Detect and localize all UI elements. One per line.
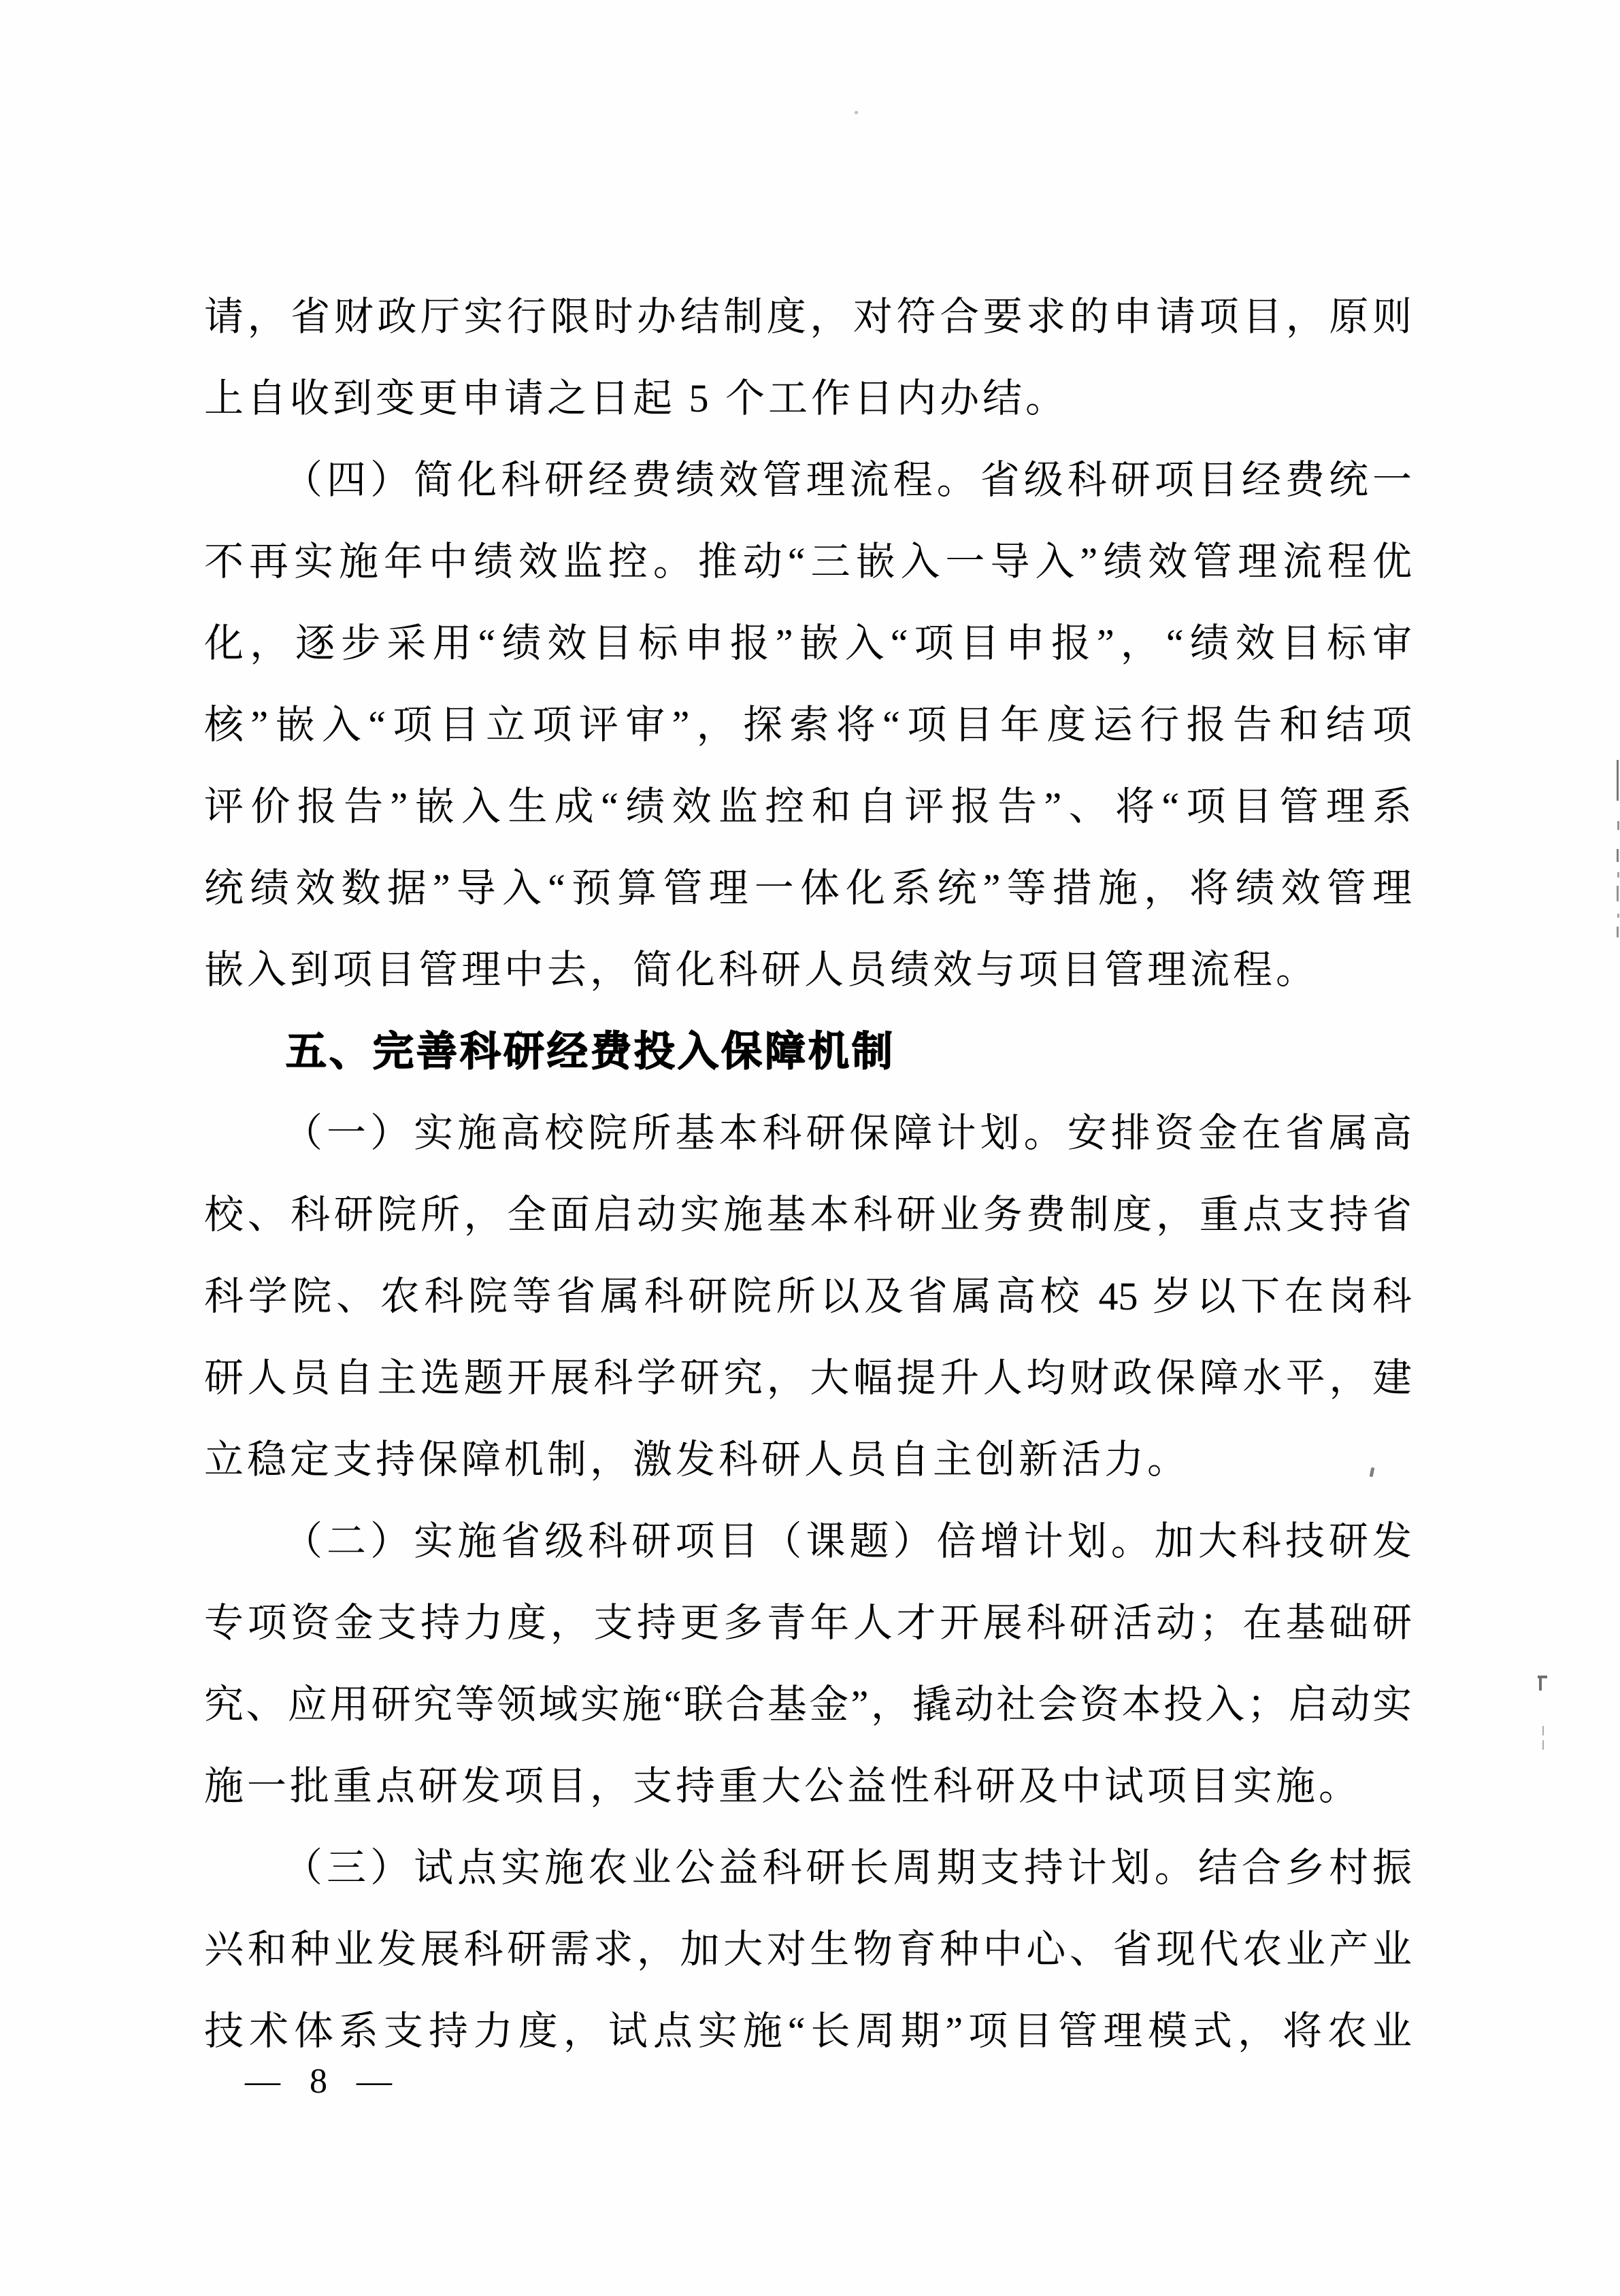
text-line: 究、应用研究等领域实施“联合基金”，撬动社会资本投入；启动实 [204,1682,1412,1727]
text-line: 施一批重点研发项目，支持重大公益性科研及中试项目实施。 [204,1764,1362,1808]
scan-artifact [1617,849,1619,862]
text-line: （三）试点实施农业公益科研长周期支持计划。结合乡村振 [283,1846,1412,1890]
text-line: 校、科研院所，全面启动实施基本科研业务费制度，重点支持省 [204,1193,1412,1237]
page-number: — 8 — [245,2062,392,2101]
text-line: 立稳定支持保障机制，激发科研人员自主创新活力。 [204,1437,1191,1482]
scan-artifact [855,111,858,114]
scan-artifact [1542,1726,1544,1735]
section-heading: 五、完善科研经费投入保障机制 [286,1029,895,1074]
text-line: 化，逐步采用“绩效目标申报”嵌入“项目申报”，“绩效目标审 [204,621,1412,665]
text-line: 评价报告”嵌入生成“绩效监控和自评报告”、将“项目管理系 [204,784,1412,829]
text-line: 专项资金支持力度，支持更多青年人才开展科研活动；在基础研 [204,1601,1412,1645]
scan-artifact [1617,914,1619,918]
scan-artifact [1617,886,1619,901]
text-line: 科学院、农科院等省属科研院所以及省属高校 45 岁以下在岗科 [204,1274,1412,1318]
text-line: 上自收到变更申请之日起 5 个工作日内办结。 [204,376,1069,420]
scan-artifact [1617,927,1619,937]
scan-artifact [1539,1678,1542,1691]
text-line: 嵌入到项目管理中去，简化科研人员绩效与项目管理流程。 [204,948,1319,992]
text-line: 技术体系支持力度，试点实施“长周期”项目管理模式，将农业 [204,2009,1412,2053]
text-line: 研人员自主选题开展科学研究，大幅提升人均财政保障水平，建 [204,1356,1412,1400]
scan-artifact [1617,872,1619,878]
text-line: 不再实施年中绩效监控。推动“三嵌入一导入”绩效管理流程优 [204,539,1412,584]
text-line: 统绩效数据”导入“预算管理一体化系统”等措施，将绩效管理 [204,866,1412,910]
document-body [204,276,1412,2072]
text-line: （四）简化科研经费绩效管理流程。省级科研项目经费统一 [283,458,1412,502]
text-line: 兴和种业发展科研需求，加大对生物育种中心、省现代农业产业 [204,1927,1412,1971]
text-line: （一）实施高校院所基本科研保障计划。安排资金在省属高 [283,1111,1412,1155]
scan-artifact [1617,760,1619,801]
text-line: 核”嵌入“项目立项评审”，探索将“项目年度运行报告和结项 [204,703,1412,747]
text-line: （二）实施省级科研项目（课题）倍增计划。加大科技研发 [283,1519,1412,1563]
scan-artifact [1617,821,1619,830]
scan-artifact [1542,1740,1544,1750]
text-line: 请，省财政厅实行限时办结制度，对符合要求的申请项目，原则 [204,295,1412,339]
